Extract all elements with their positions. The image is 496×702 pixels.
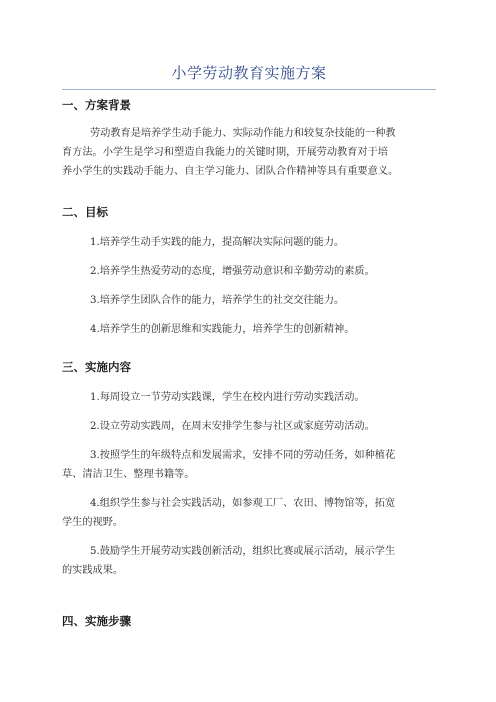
- section-steps: [62, 612, 436, 631]
- paragraph-line: 育方法。小学生是学习和塑造自我能力的关键时期，开展劳动教育对于培: [62, 147, 388, 158]
- paragraph: [62, 417, 436, 436]
- section-heading: 一、方案背景: [62, 98, 131, 112]
- paragraph: [62, 233, 436, 252]
- list-item: 3.按照学生的年级特点和发展需求，安排不同的劳动任务，如种植花: [90, 450, 396, 461]
- title-divider: [62, 89, 436, 90]
- section-content: [62, 358, 436, 580]
- section-goals: [62, 203, 436, 339]
- paragraph: [62, 262, 436, 281]
- list-item: 3.培养学生团队合作的能力，培养学生的社交交往能力。: [90, 295, 345, 306]
- list-item: 1.每周设立一节劳动实践课，学生在校内进行劳动实践活动。: [90, 392, 365, 403]
- list-item-continuation: 草、清洁卫生、整理书籍等。: [62, 469, 195, 480]
- section-background: [62, 96, 436, 181]
- section-heading: 二、目标: [62, 205, 108, 219]
- paragraph-line: 养小学生的实践动手能力、自主学习能力、团队合作精神等具有重要意义。: [62, 166, 399, 177]
- paragraph: [62, 320, 436, 339]
- section-heading: 三、实施内容: [62, 360, 131, 374]
- list-item: 2.培养学生热爱劳动的态度，增强劳动意识和辛勤劳动的素质。: [90, 266, 375, 277]
- paragraph: [62, 388, 436, 407]
- paragraph: [62, 542, 436, 580]
- paragraph: [62, 446, 436, 484]
- list-item: 5.鼓励学生开展劳动实践创新活动，组织比赛或展示活动，展示学生: [90, 546, 396, 557]
- paragraph: [62, 124, 436, 181]
- list-item-continuation: 的实践成果。: [62, 565, 124, 576]
- list-item: 4.组织学生参与社会实践活动，如参观工厂、农田、博物馆等，拓宽: [90, 498, 396, 509]
- document-title: 小学劳动教育实施方案: [171, 64, 327, 82]
- list-item-continuation: 学生的视野。: [62, 517, 124, 528]
- paragraph: [62, 291, 436, 310]
- paragraph: [62, 494, 436, 532]
- list-item: 2.设立劳动实践周，在周末安排学生参与社区或家庭劳动活动。: [90, 421, 375, 432]
- list-item: 1.培养学生动手实践的能力，提高解决实际问题的能力。: [90, 237, 345, 248]
- section-heading: 四、实施步骤: [62, 614, 131, 628]
- paragraph-line: 劳动教育是培养学生动手能力、实际动作能力和较复杂技能的一种教: [90, 128, 396, 139]
- list-item: 4.培养学生的创新思维和实践能力，培养学生的创新精神。: [90, 324, 355, 335]
